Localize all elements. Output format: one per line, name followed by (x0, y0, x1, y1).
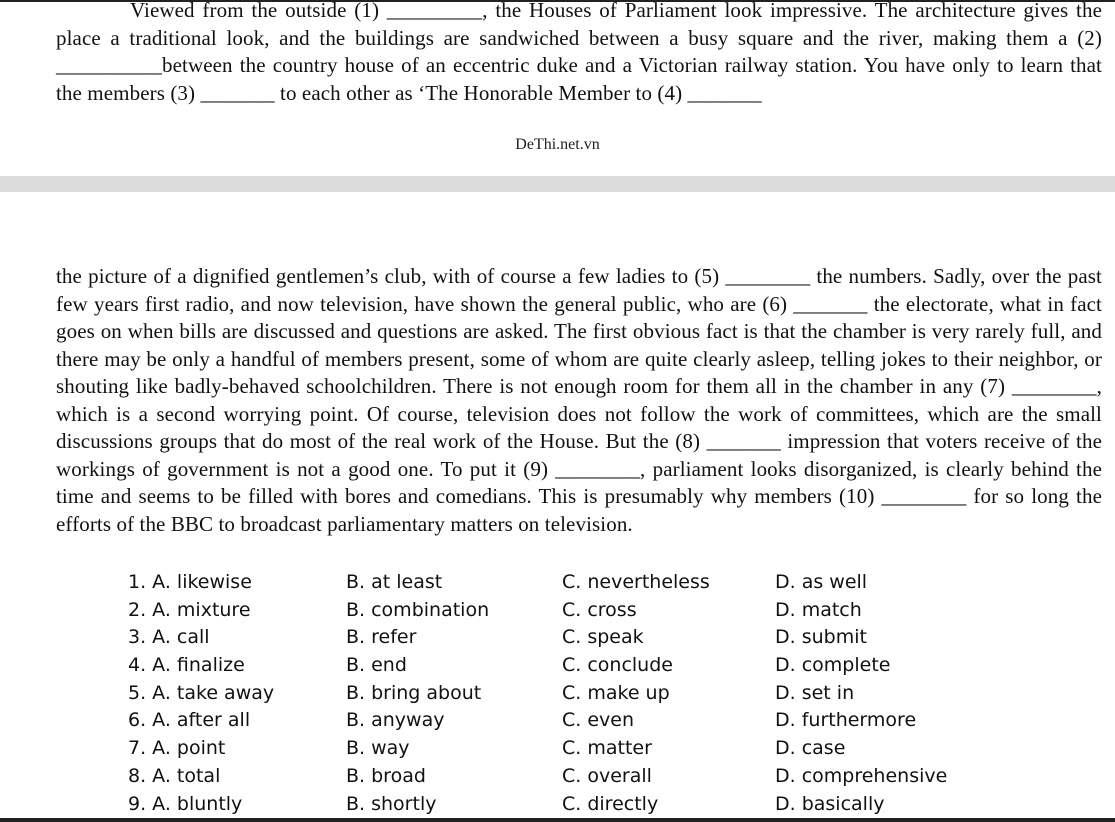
option-d: D. as well (775, 571, 868, 593)
option-d: D. set in (775, 681, 855, 704)
question-row (128, 624, 1075, 652)
option-d: D. case (775, 737, 846, 760)
question-row (128, 597, 1075, 625)
option-b: B. anyway (346, 709, 445, 732)
bottom-rule (0, 818, 1115, 822)
page-gap (0, 176, 1115, 192)
option-c: C. speak (562, 626, 644, 649)
option-a: 6. A. after all (128, 709, 251, 732)
option-c: C. nevertheless (562, 571, 710, 593)
option-b: B. at least (346, 571, 443, 593)
passage-part-2: the picture of a dignified gentlemen’s club, with of course a few ladies to (5) ________ the numbers. Sadly, over the past few years first radio, and now television, have shown the general public, who are (6) _______ the electorate, what in fact goes on when bills are discussed and questions are asked. The first obvious fact is that the chamber is very rarely full, and there may be only a handful of members present, some of whom are quite clearly asleep, telling jokes to their neighbor, or shouting like badly-behaved schoolchildren. There is not enough room for them all in the chamber in any (7) ________, which is a second worrying point. Of course, television does not follow the work of committees, which are the small discussions groups that do most of the real work of the House. But the (8) _______ impression that voters receive of the workings of government is not a good one. To put it (9) ________, parliament looks disorganized, is clearly behind the time and seems to be filled with bores and comedians. This is presumably why members (10) ________ for so long the efforts of the BBC to broadcast parliamentary matters on television. (56, 264, 1102, 536)
passage-part-1-text: Viewed from the outside (1) _________, the Houses of Parliament look impressive. The architecture gives the place a traditional look, and the buildings are sandwiched between a busy square and the river, making them a (2) __________between the country house of an eccentric duke and a Victorian railway station. You have only to learn that the members (3) _______ to each other as ‘The Honorable Member to (4) _______ (56, 0, 1102, 105)
option-a: 8. A. total (128, 764, 221, 787)
option-c: C. make up (562, 681, 670, 704)
option-b: B. combination (346, 598, 490, 621)
option-c: C. directly (562, 792, 659, 815)
question-row (128, 707, 1075, 735)
option-c: C. matter (562, 737, 652, 760)
question-row (128, 569, 1075, 597)
option-b: B. way (346, 737, 410, 760)
option-a: 3. A. call (128, 626, 210, 649)
option-a: 1. A. likewise (128, 571, 252, 593)
answer-options (128, 569, 1075, 818)
option-c: C. cross (562, 598, 637, 621)
option-a: 9. A. bluntly (128, 792, 243, 815)
option-d: D. basically (775, 792, 885, 815)
option-d: D. comprehensive (775, 764, 948, 787)
option-b: B. bring about (346, 681, 482, 704)
option-b: B. broad (346, 764, 426, 787)
question-row (128, 652, 1075, 680)
option-b: B. end (346, 654, 407, 677)
option-a: 4. A. finalize (128, 654, 245, 677)
option-a: 5. A. take away (128, 681, 275, 704)
option-d: D. match (775, 598, 862, 621)
option-c: C. overall (562, 764, 652, 787)
option-a: 7. A. point (128, 737, 226, 760)
option-b: B. refer (346, 626, 417, 649)
option-c: C. even (562, 709, 635, 732)
question-row (128, 791, 1075, 819)
passage-part-1 (56, 0, 1102, 107)
question-row (128, 680, 1075, 708)
option-c: C. conclude (562, 654, 673, 677)
watermark: DeThi.net.vn (515, 136, 600, 153)
option-a: 2. A. mixture (128, 598, 251, 621)
option-d: D. complete (775, 654, 891, 677)
question-row (128, 763, 1075, 791)
option-d: D. furthermore (775, 709, 917, 732)
question-row (128, 735, 1075, 763)
option-b: B. shortly (346, 792, 437, 815)
option-d: D. submit (775, 626, 867, 649)
